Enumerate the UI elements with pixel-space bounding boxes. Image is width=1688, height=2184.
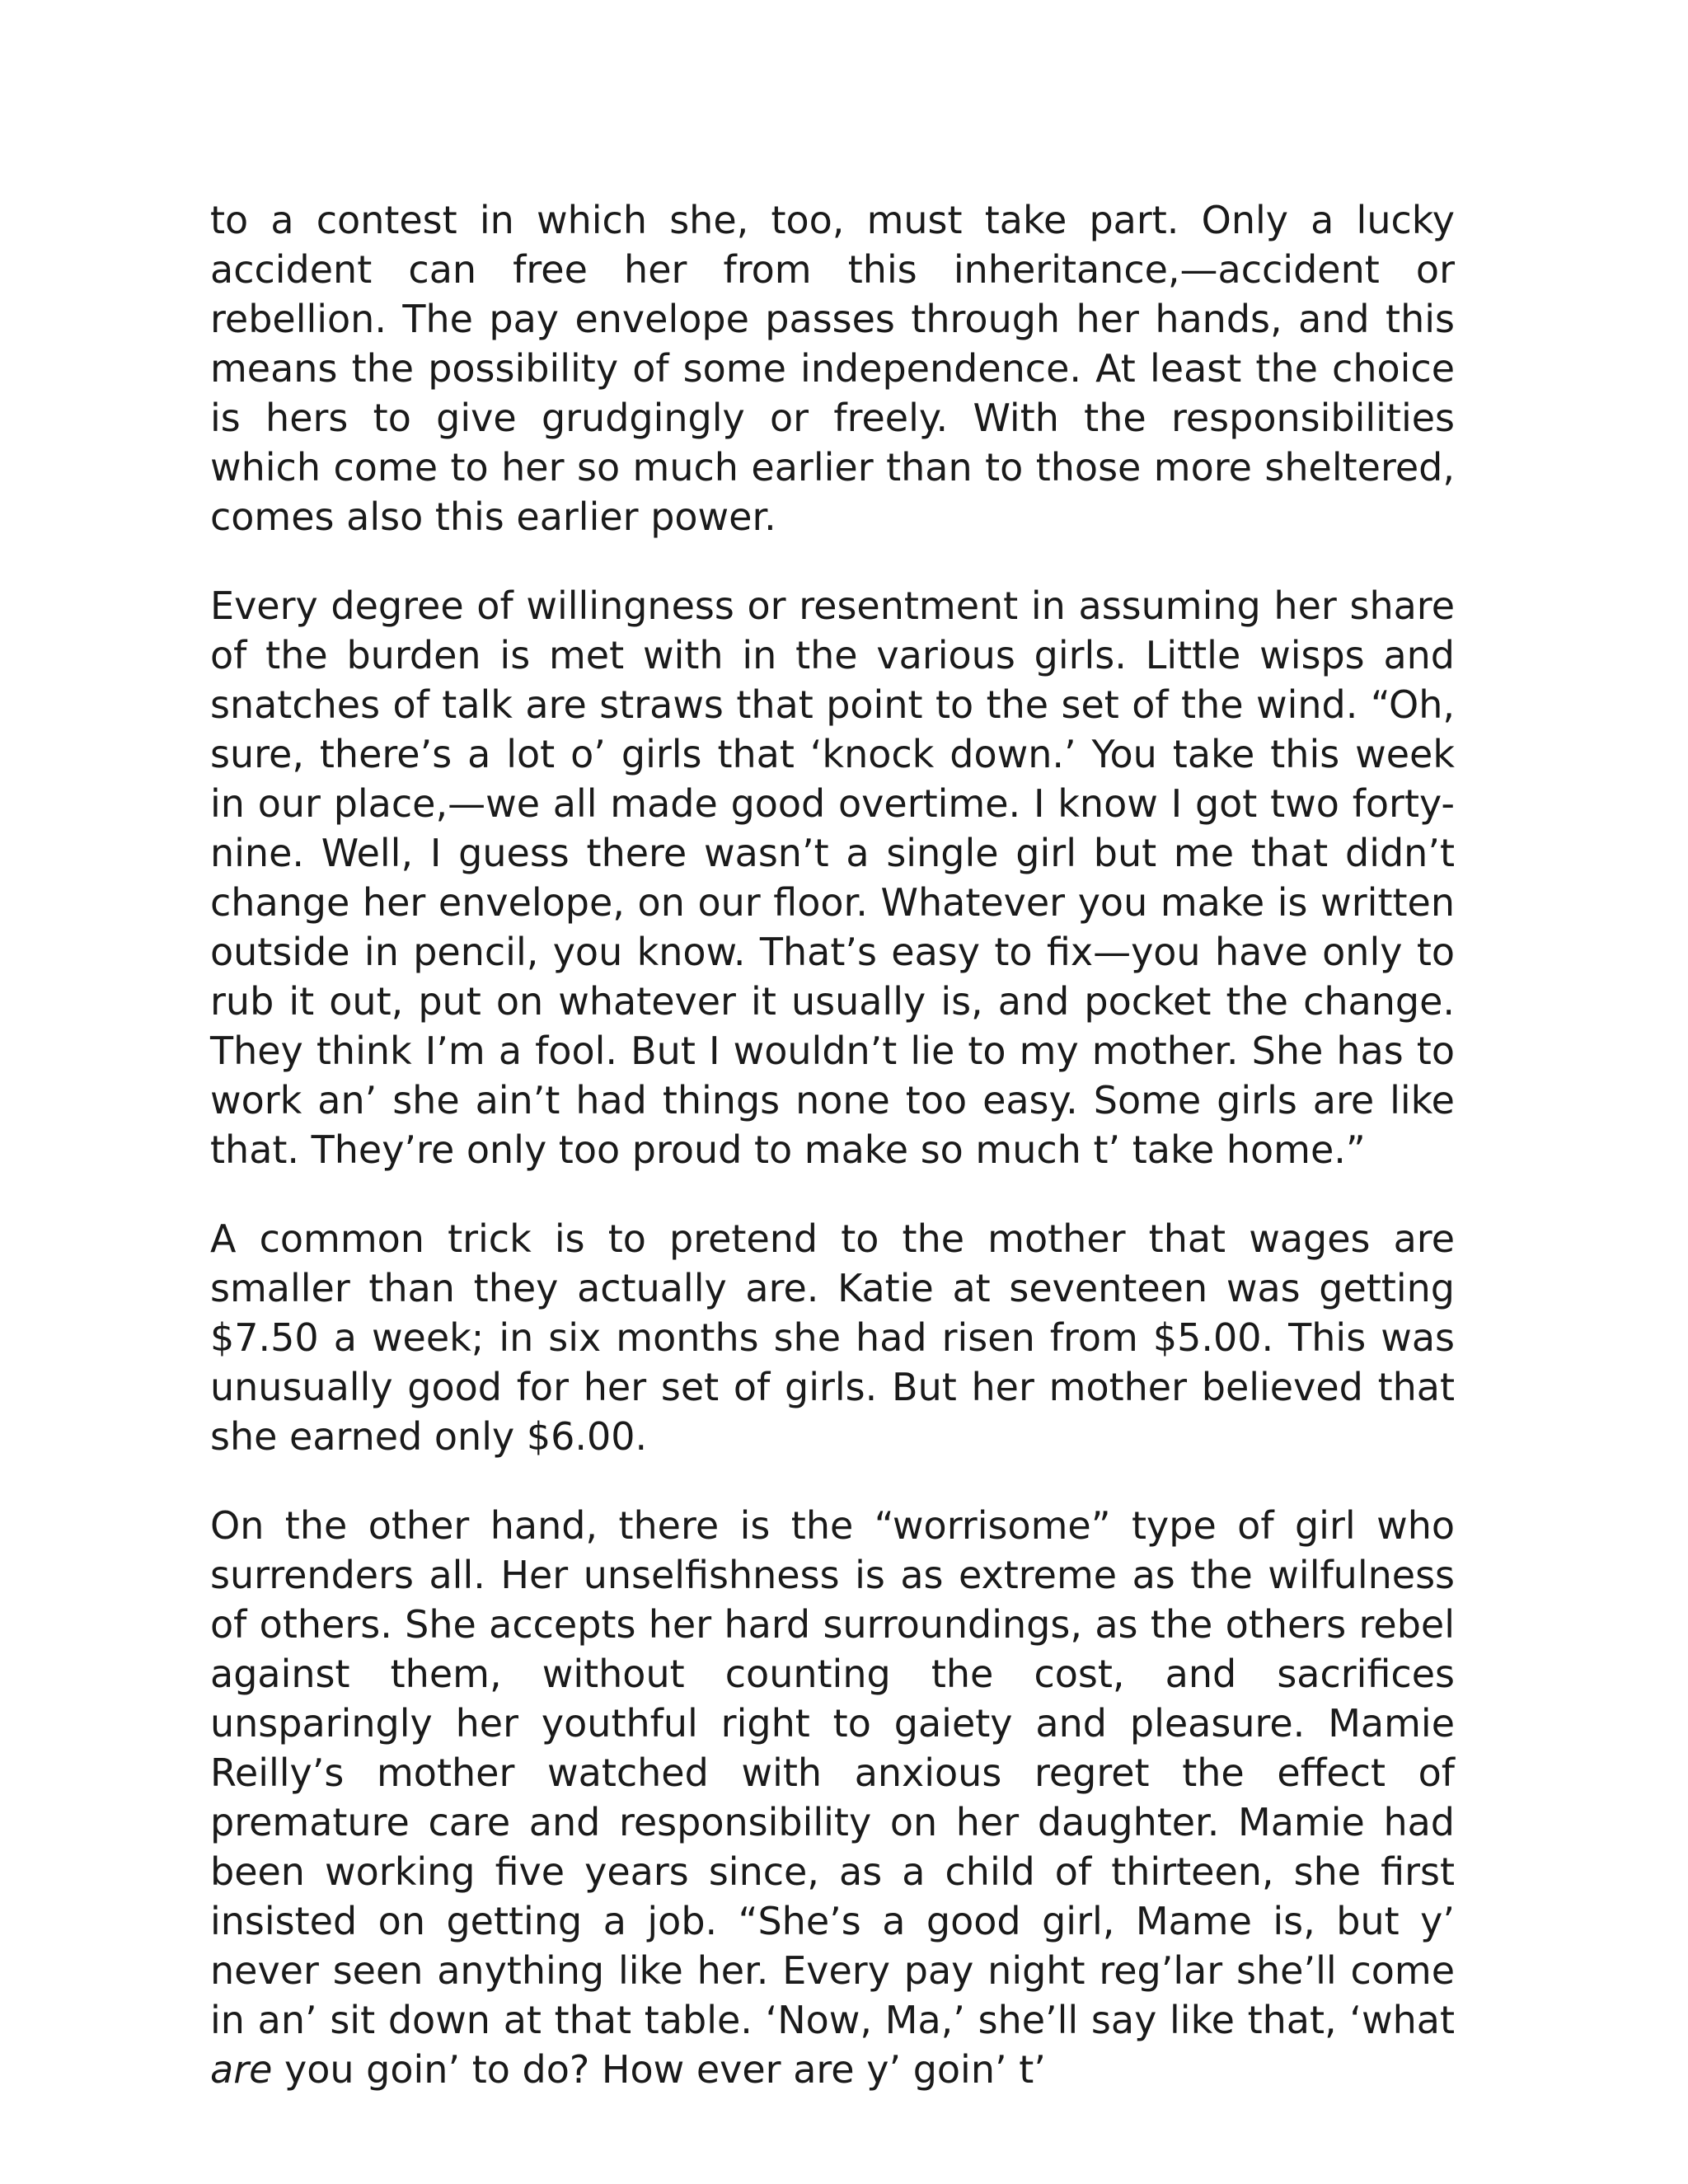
page-body [210, 195, 1455, 2094]
paragraph-1: to a contest in which she, too, must take part. Only a lucky accident can free her from this inheritance,—accident or rebellion. The pay envelope passes through her hands, and this means the possibility of some independence. At least the choice is hers to give grudgingly or freely. With the responsibilities which come to her so much earlier than to those more sheltered, comes also this earlier power. [210, 198, 1455, 539]
paragraph-4 [210, 1501, 1455, 2094]
paragraph-3: A common trick is to pretend to the mother that wages are smaller than they actually are. Katie at seventeen was getting $7.50 a week; in six months she had risen from $5.00. This was unusually good for her set of girls. But her mother believed that she earned only $6.00. [210, 1216, 1455, 1459]
paragraph-4-text: On the other hand, there is the “worrisome” type of girl who surrenders all. Her unselfishness is as extreme as the wilfulness of others. She accepts her hard surroundings, as the others rebel against them, without counting the cost, and sacrifices unsparingly her youthful right to gaiety and pleasure. Mamie Reilly’s mother watched with anxious regret the effect of premature care and responsibility on her daughter. Mamie had been working five years since, as a child of thirteen, she first insisted on getting a job. “She’s a good girl, Mame is, but y’ never seen anything like her. Every pay night reg’lar she’ll come in an’ sit down at that table. ‘Now, Ma,’ she’ll say like that, ‘what [210, 1503, 1455, 2042]
italic-emphasis: are [210, 2047, 273, 2092]
paragraph-2: Every degree of willingness or resentment in assuming her share of the burden is met with in the various girls. Little wisps and snatches of talk are straws that point to the set of the wind. “Oh, sure, there’s a lot o’ girls that ‘knock down.’ You take this week in our place,—we all made good overtime. I know I got two forty-nine. Well, I guess there wasn’t a single girl but me that didn’t change her envelope, on our floor. Whatever you make is written outside in pencil, you know. That’s easy to fix—you have only to rub it out, put on whatever it usually is, and pocket the change. They think I’m a fool. But I wouldn’t lie to my mother. She has to work an’ she ain’t had things none too easy. Some girls are like that. They’re only too proud to make so much t’ take home.” [210, 583, 1455, 1172]
paragraph-4-text-end: you goin’ to do? How ever are y’ goin’ t’ [272, 2047, 1046, 2092]
